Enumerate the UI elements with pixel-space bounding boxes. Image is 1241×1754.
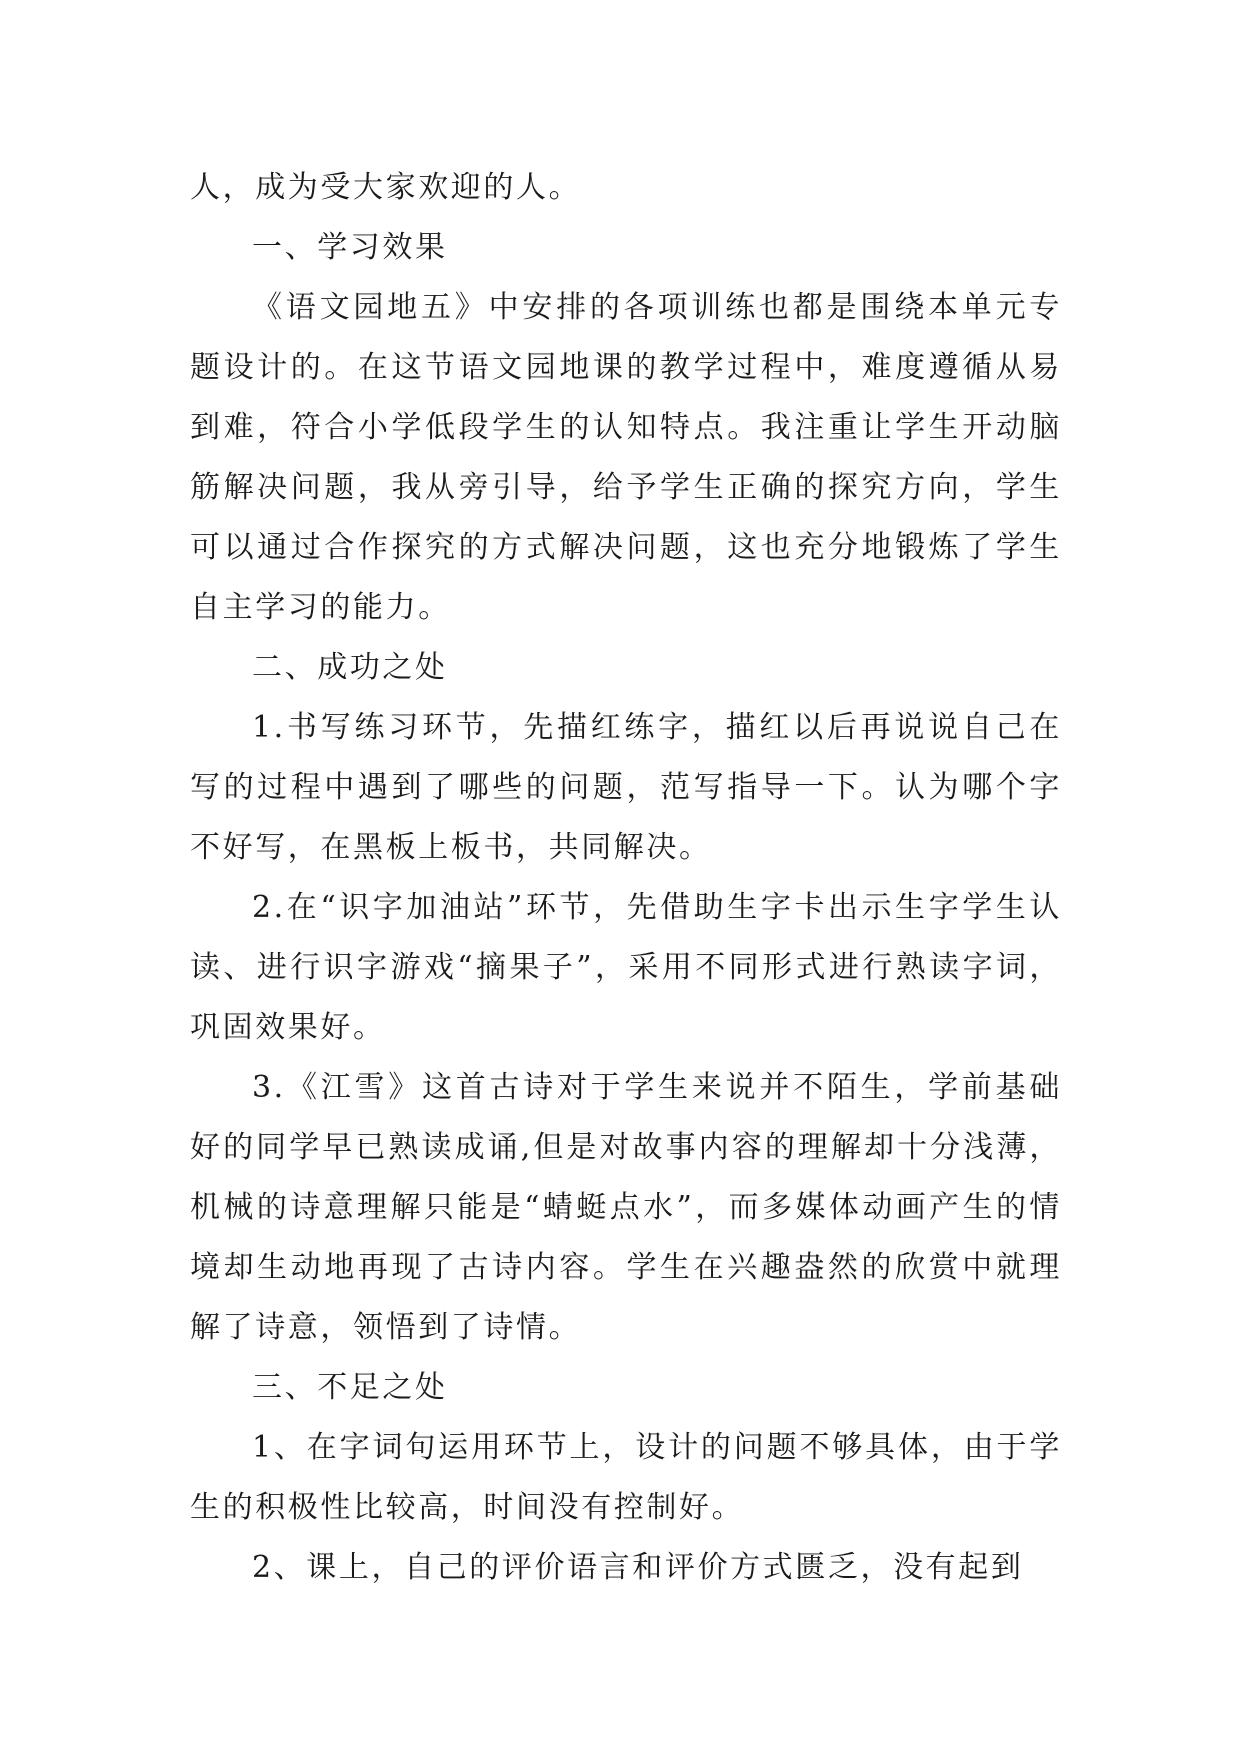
- heading-successes: 二、成功之处: [252, 650, 448, 685]
- paragraph-success-2: 2.在“识字加油站”环节，先借助生字卡出示生字学生认读、进行识字游戏“摘果子”，采用不同形式进行熟读字词，巩固效果好。: [190, 890, 1062, 1045]
- paragraph-continuation: 人，成为受大家欢迎的人。: [190, 170, 582, 205]
- heading-learning-effect: 一、学习效果: [252, 230, 448, 265]
- paragraph-success-3: 3.《江雪》这首古诗对于学生来说并不陌生，学前基础好的同学早已熟读成诵,但是对故事内容的理解却十分浅薄，机械的诗意理解只能是“蜻蜓点水”，而多媒体动画产生的情境却生动地再现了古诗内容。学生在兴趣盎然的欣赏中就理解了诗意，领悟到了诗情。: [190, 1070, 1062, 1345]
- paragraph-shortcoming-2: 2、课上，自己的评价语言和评价方式匮乏，没有起到: [252, 1550, 1024, 1585]
- heading-shortcomings: 三、不足之处: [252, 1370, 448, 1405]
- document-body: [190, 158, 1062, 1598]
- paragraph-success-1: 1.书写练习环节，先描红练字，描红以后再说说自己在写的过程中遇到了哪些的问题，范写指导一下。认为哪个字不好写，在黑板上板书，共同解决。: [190, 710, 1062, 865]
- paragraph-shortcoming-1: 1、在字词句运用环节上，设计的问题不够具体，由于学生的积极性比较高，时间没有控制好。: [190, 1430, 1062, 1525]
- paragraph-learning-effect: 《语文园地五》中安排的各项训练也都是围绕本单元专题设计的。在这节语文园地课的教学过程中，难度遵循从易到难，符合小学低段学生的认知特点。我注重让学生开动脑筋解决问题，我从旁引导，给予学生正确的探究方向，学生可以通过合作探究的方式解决问题，这也充分地锻炼了学生自主学习的能力。: [190, 290, 1062, 625]
